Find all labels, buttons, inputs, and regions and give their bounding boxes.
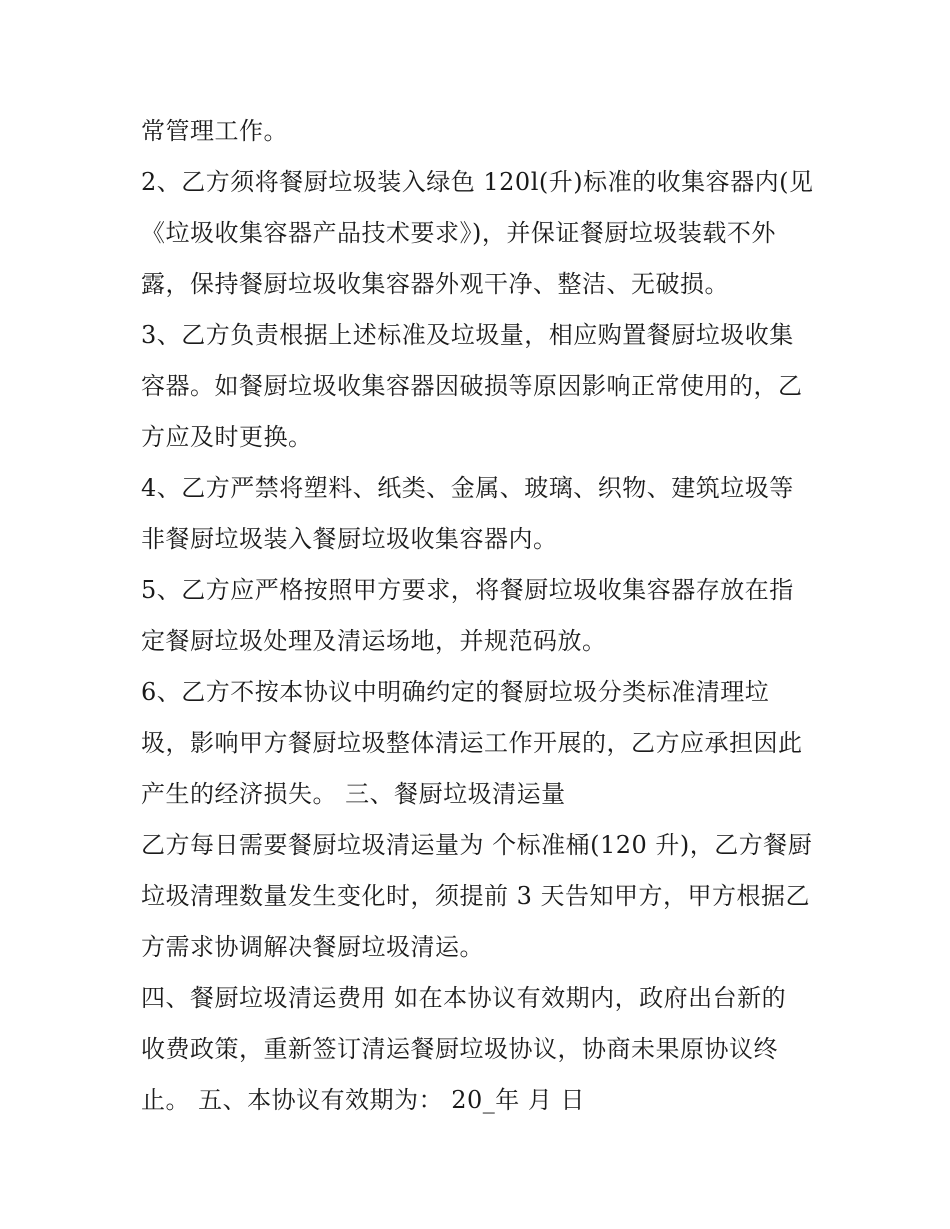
text-line: 2、乙方须将餐厨垃圾装入绿色 120l(升)标准的收集容器内(见 [141, 168, 814, 196]
text-line: 垃圾清理数量发生变化时，须提前 3 天告知甲方，甲方根据乙 [141, 882, 811, 910]
text-line: 定餐厨垃圾处理及清运场地，并规范码放。 [141, 627, 607, 655]
text-line: 圾，影响甲方餐厨垃圾整体清运工作开展的，乙方应承担因此 [141, 729, 803, 757]
text-line: 四、餐厨垃圾清运费用 如在本协议有效期内，政府出台新的 [141, 984, 787, 1012]
text-line: 非餐厨垃圾装入餐厨垃圾收集容器内。 [141, 525, 558, 553]
text-line: 止。 五、本协议有效期为： 20_年 月 日 [141, 1086, 586, 1114]
text-line: 露，保持餐厨垃圾收集容器外观干净、整洁、无破损。 [141, 270, 729, 298]
text-line: 5、乙方应严格按照甲方要求，将餐厨垃圾收集容器存放在指 [141, 576, 794, 604]
text-line: 产生的经济损失。 三、餐厨垃圾清运量 [141, 780, 566, 808]
text-line: 常管理工作。 [141, 117, 288, 145]
text-line: 乙方每日需要餐厨垃圾清运量为 个标准桶(120 升)，乙方餐厨 [141, 831, 813, 859]
text-line: 容器。如餐厨垃圾收集容器因破损等原因影响正常使用的，乙 [141, 372, 803, 400]
text-line: 3、乙方负责根据上述标准及垃圾量，相应购置餐厨垃圾收集 [141, 321, 794, 349]
text-line: 6、乙方不按本协议中明确约定的餐厨垃圾分类标准清理垃 [141, 678, 770, 706]
text-line: 4、乙方严禁将塑料、纸类、金属、玻璃、织物、建筑垃圾等 [141, 474, 794, 502]
document-body [141, 106, 821, 1126]
text-line: 《垃圾收集容器产品技术要求》)，并保证餐厨垃圾装载不外 [141, 219, 776, 247]
text-line: 方需求协调解决餐厨垃圾清运。 [141, 933, 484, 961]
text-line: 方应及时更换。 [141, 423, 313, 451]
text-line: 收费政策，重新签订清运餐厨垃圾协议，协商未果原协议终 [141, 1035, 778, 1063]
